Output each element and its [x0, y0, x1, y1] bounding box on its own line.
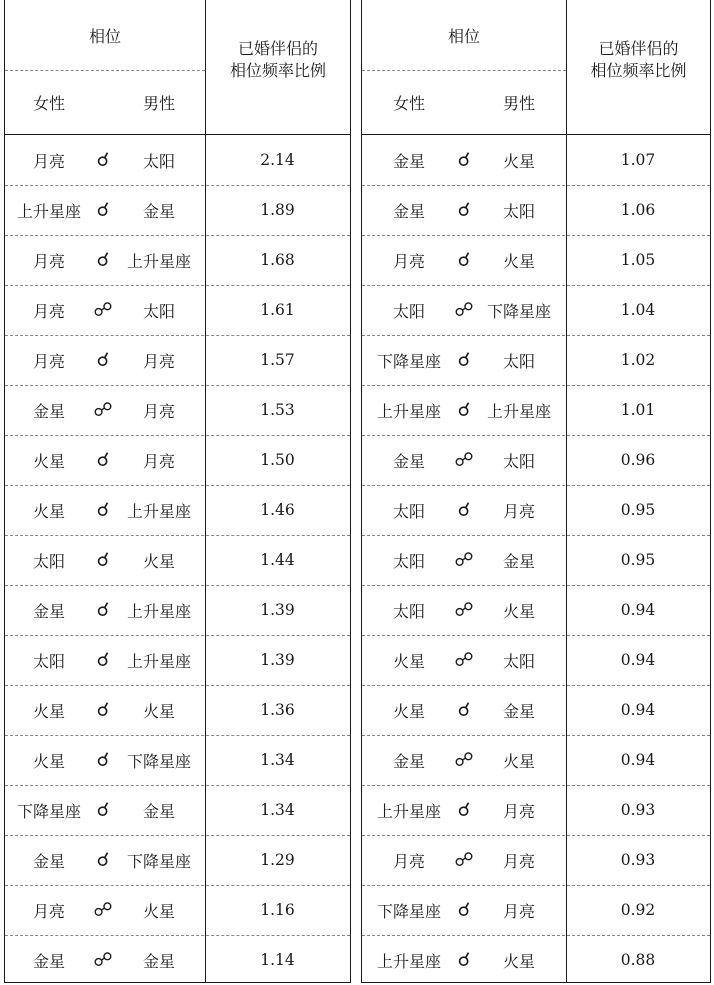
table-row — [5, 935, 350, 985]
female-planet: 金星 — [32, 601, 65, 621]
ratio-value: 0.96 — [620, 451, 656, 469]
female-planet: 金星 — [32, 951, 65, 971]
male-planet: 火星 — [502, 951, 535, 971]
female-planet: 火星 — [32, 701, 65, 721]
male-planet: 下降星座 — [486, 301, 551, 321]
female-planet: 上升星座 — [376, 951, 441, 971]
conjunction-icon: ☌ — [96, 248, 110, 271]
table-row — [362, 385, 710, 436]
ratio-value: 1.34 — [260, 801, 295, 819]
ratio-value: 0.92 — [620, 901, 656, 919]
female-planet: 金星 — [392, 151, 425, 171]
male-planet: 火星 — [142, 701, 175, 721]
phase-title: 相位 — [362, 0, 566, 71]
female-planet: 太阳 — [392, 601, 425, 621]
female-planet: 月亮 — [32, 901, 65, 921]
table-row — [5, 535, 350, 586]
male-planet: 太阳 — [502, 351, 535, 371]
opposition-icon: ☍ — [454, 848, 474, 871]
female-planet: 太阳 — [392, 551, 425, 571]
ratio-value: 1.07 — [620, 151, 656, 169]
female-planet: 火星 — [392, 701, 425, 721]
table-row — [362, 535, 710, 586]
conjunction-icon: ☌ — [96, 698, 110, 721]
female-label: 女性 — [392, 93, 425, 113]
female-planet: 月亮 — [32, 351, 65, 371]
conjunction-icon: ☌ — [457, 798, 471, 821]
female-planet: 金星 — [392, 751, 425, 771]
female-planet: 上升星座 — [376, 801, 441, 821]
table-row — [5, 485, 350, 536]
conjunction-icon: ☌ — [457, 248, 471, 271]
table-row — [5, 285, 350, 336]
conjunction-icon: ☌ — [96, 798, 110, 821]
female-planet: 太阳 — [392, 301, 425, 321]
table-row — [5, 635, 350, 686]
table-header — [5, 0, 350, 135]
table-row — [5, 235, 350, 286]
female-planet: 下降星座 — [376, 351, 441, 371]
ratio-value: 1.39 — [260, 651, 295, 669]
female-planet: 太阳 — [392, 501, 425, 521]
ratio-value: 1.53 — [260, 401, 295, 419]
ratio-value: 0.94 — [620, 601, 656, 619]
conjunction-icon: ☌ — [96, 448, 110, 471]
male-planet: 太阳 — [502, 201, 535, 221]
table-row — [362, 835, 710, 886]
ratio-value: 0.94 — [620, 701, 656, 719]
male-planet: 月亮 — [142, 351, 175, 371]
table-left — [4, 0, 351, 983]
ratio-header-line1: 已婚伴侣的 — [237, 39, 318, 58]
phase-header — [362, 0, 567, 134]
table-body — [362, 135, 710, 982]
table-row — [5, 735, 350, 786]
ratio-value: 1.46 — [260, 501, 295, 519]
table-header — [362, 0, 710, 135]
ratio-value: 2.14 — [260, 151, 295, 169]
conjunction-icon: ☌ — [96, 198, 110, 221]
table-row — [362, 235, 710, 286]
male-planet: 火星 — [502, 751, 535, 771]
ratio-value: 0.93 — [620, 851, 656, 869]
male-planet: 火星 — [142, 901, 175, 921]
female-planet: 火星 — [32, 751, 65, 771]
ratio-value: 1.44 — [260, 551, 295, 569]
opposition-icon: ☍ — [454, 748, 474, 771]
table-row — [362, 785, 710, 836]
ratio-value: 1.14 — [260, 951, 295, 969]
opposition-icon: ☍ — [93, 398, 113, 421]
male-planet: 太阳 — [502, 651, 535, 671]
female-planet: 金星 — [392, 451, 425, 471]
opposition-icon: ☍ — [93, 898, 113, 921]
ratio-value: 1.68 — [260, 251, 295, 269]
male-planet: 月亮 — [142, 451, 175, 471]
conjunction-icon: ☌ — [457, 198, 471, 221]
female-planet: 上升星座 — [376, 401, 441, 421]
female-planet: 月亮 — [32, 301, 65, 321]
table-row — [5, 135, 350, 186]
male-planet: 上升星座 — [126, 601, 191, 621]
male-planet: 金星 — [142, 201, 175, 221]
ratio-value: 0.94 — [620, 751, 656, 769]
male-planet: 太阳 — [142, 301, 175, 321]
male-label: 男性 — [142, 93, 175, 113]
table-row — [362, 135, 710, 186]
ratio-header-line2: 相位频率比例 — [590, 61, 687, 80]
table-row — [5, 885, 350, 936]
table-row — [5, 335, 350, 386]
conjunction-icon: ☌ — [96, 148, 110, 171]
ratio-value: 1.04 — [620, 301, 656, 319]
table-row — [362, 335, 710, 386]
male-planet: 上升星座 — [126, 251, 191, 271]
ratio-value: 0.95 — [620, 501, 656, 519]
table-right — [361, 0, 711, 983]
table-row — [362, 185, 710, 236]
conjunction-icon: ☌ — [457, 398, 471, 421]
male-planet: 太阳 — [142, 151, 175, 171]
conjunction-icon: ☌ — [96, 848, 110, 871]
table-row — [362, 435, 710, 486]
conjunction-icon: ☌ — [96, 748, 110, 771]
female-label: 女性 — [32, 93, 65, 113]
conjunction-icon: ☌ — [96, 548, 110, 571]
male-planet: 上升星座 — [126, 651, 191, 671]
male-planet: 金星 — [142, 801, 175, 821]
male-planet: 上升星座 — [126, 501, 191, 521]
conjunction-icon: ☌ — [457, 898, 471, 921]
ratio-value: 0.93 — [620, 801, 656, 819]
female-planet: 火星 — [32, 451, 65, 471]
ratio-value: 0.88 — [620, 951, 656, 969]
table-row — [5, 685, 350, 736]
opposition-icon: ☍ — [454, 648, 474, 671]
ratio-header-line2: 相位频率比例 — [229, 61, 326, 80]
ratio-value: 1.06 — [620, 201, 656, 219]
male-planet: 下降星座 — [126, 751, 191, 771]
ratio-value: 1.36 — [260, 701, 295, 719]
male-planet: 火星 — [502, 251, 535, 271]
table-row — [5, 385, 350, 436]
ratio-value: 1.34 — [260, 751, 295, 769]
table-body — [5, 135, 350, 982]
female-planet: 月亮 — [392, 851, 425, 871]
ratio-value: 1.89 — [260, 201, 295, 219]
male-label: 男性 — [502, 93, 535, 113]
opposition-icon: ☍ — [454, 548, 474, 571]
table-row — [5, 585, 350, 636]
conjunction-icon: ☌ — [96, 498, 110, 521]
opposition-icon: ☍ — [93, 298, 113, 321]
female-planet: 火星 — [32, 501, 65, 521]
opposition-icon: ☍ — [93, 948, 113, 971]
ratio-value: 1.50 — [260, 451, 295, 469]
ratio-value: 1.02 — [620, 351, 656, 369]
conjunction-icon: ☌ — [96, 348, 110, 371]
table-row — [5, 785, 350, 836]
male-planet: 火星 — [142, 551, 175, 571]
female-planet: 火星 — [392, 651, 425, 671]
female-planet: 下降星座 — [376, 901, 441, 921]
female-planet: 金星 — [392, 201, 425, 221]
female-planet: 上升星座 — [16, 201, 81, 221]
female-planet: 月亮 — [32, 151, 65, 171]
table-row — [5, 835, 350, 886]
phase-subheader — [5, 70, 205, 134]
ratio-value: 0.95 — [620, 551, 656, 569]
ratio-value: 1.05 — [620, 251, 656, 269]
table-row — [362, 285, 710, 336]
ratio-value: 1.61 — [260, 301, 295, 319]
female-planet: 太阳 — [32, 651, 65, 671]
ratio-header — [567, 0, 710, 134]
male-planet: 火星 — [502, 601, 535, 621]
female-planet: 金星 — [32, 851, 65, 871]
table-row — [5, 185, 350, 236]
ratio-value: 0.94 — [620, 651, 656, 669]
male-planet: 月亮 — [142, 401, 175, 421]
male-planet: 火星 — [502, 151, 535, 171]
ratio-value: 1.57 — [260, 351, 295, 369]
female-planet: 金星 — [32, 401, 65, 421]
phase-title: 相位 — [5, 0, 205, 71]
opposition-icon: ☍ — [454, 598, 474, 621]
table-row — [362, 585, 710, 636]
male-planet: 金星 — [502, 551, 535, 571]
table-row — [362, 885, 710, 936]
table-row — [362, 635, 710, 686]
male-planet: 金星 — [142, 951, 175, 971]
conjunction-icon: ☌ — [457, 148, 471, 171]
table-row — [362, 485, 710, 536]
table-row — [362, 935, 710, 985]
phase-header — [5, 0, 206, 134]
female-planet: 月亮 — [392, 251, 425, 271]
ratio-header-line1: 已婚伴侣的 — [598, 39, 679, 58]
ratio-header — [206, 0, 350, 134]
conjunction-icon: ☌ — [96, 598, 110, 621]
table-row — [5, 435, 350, 486]
ratio-value: 1.16 — [260, 901, 295, 919]
ratio-value: 1.01 — [620, 401, 656, 419]
male-planet: 月亮 — [502, 501, 535, 521]
conjunction-icon: ☌ — [457, 698, 471, 721]
conjunction-icon: ☌ — [457, 948, 471, 971]
male-planet: 太阳 — [502, 451, 535, 471]
table-row — [362, 735, 710, 786]
male-planet: 月亮 — [502, 851, 535, 871]
opposition-icon: ☍ — [454, 298, 474, 321]
conjunction-icon: ☌ — [457, 348, 471, 371]
phase-subheader — [362, 70, 566, 134]
male-planet: 上升星座 — [486, 401, 551, 421]
female-planet: 下降星座 — [16, 801, 81, 821]
male-planet: 月亮 — [502, 801, 535, 821]
male-planet: 月亮 — [502, 901, 535, 921]
female-planet: 月亮 — [32, 251, 65, 271]
conjunction-icon: ☌ — [96, 648, 110, 671]
ratio-value: 1.29 — [260, 851, 295, 869]
male-planet: 下降星座 — [126, 851, 191, 871]
ratio-value: 1.39 — [260, 601, 295, 619]
female-planet: 太阳 — [32, 551, 65, 571]
table-row — [362, 685, 710, 736]
male-planet: 金星 — [502, 701, 535, 721]
conjunction-icon: ☌ — [457, 498, 471, 521]
opposition-icon: ☍ — [454, 448, 474, 471]
